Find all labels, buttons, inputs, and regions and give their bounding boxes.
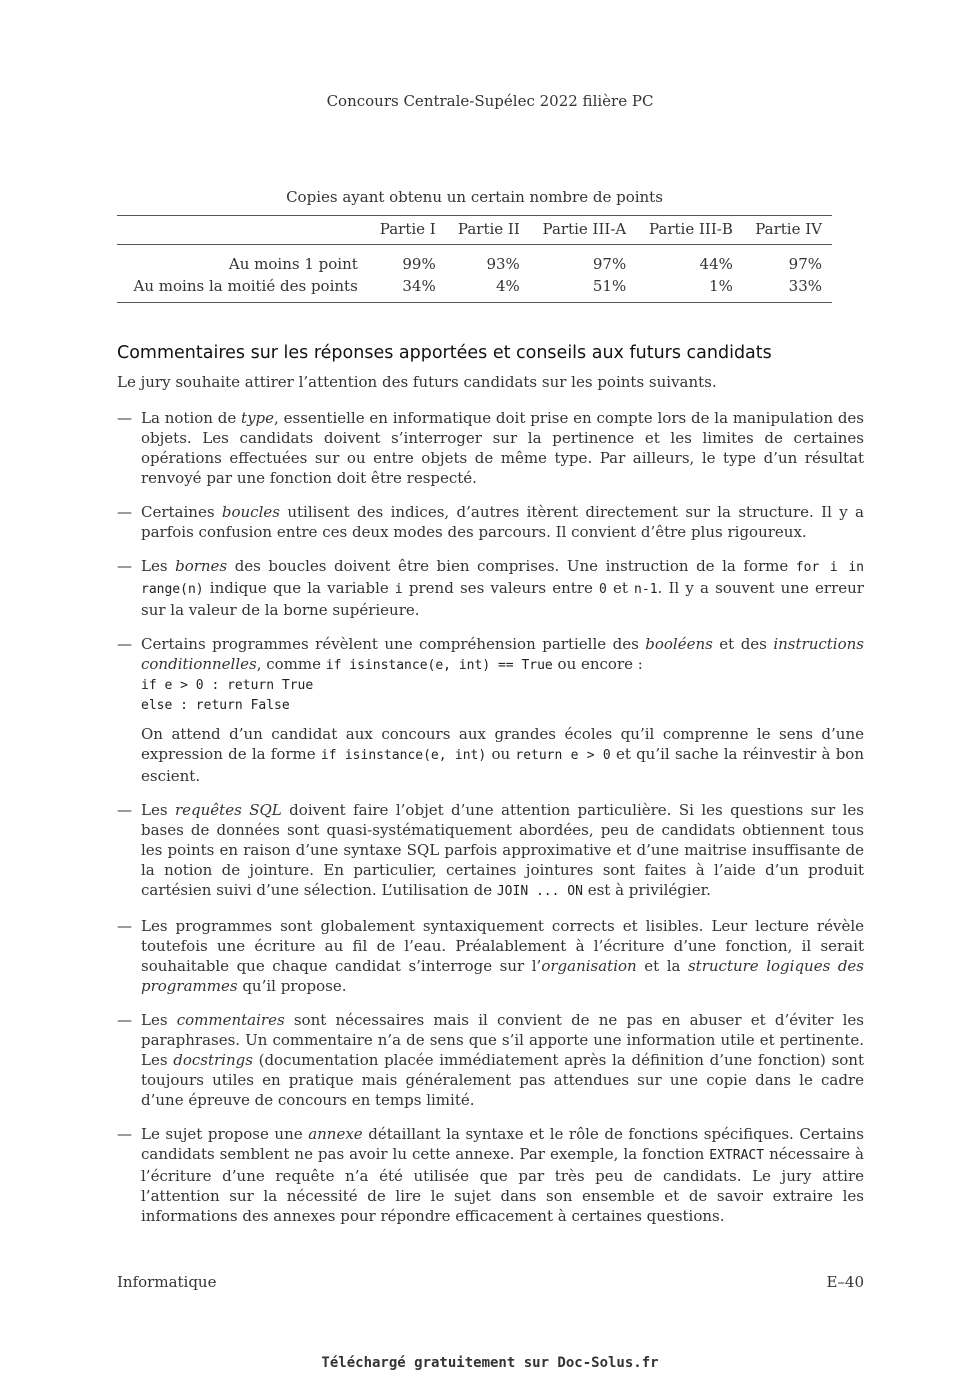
emphasis: instructions conditionnelles xyxy=(141,635,864,673)
emphasis: booléens xyxy=(645,635,713,653)
table-cell: 44% xyxy=(699,255,733,273)
emphasis: type xyxy=(241,409,275,427)
results-table xyxy=(117,215,832,303)
text-run: prend ses valeurs entre xyxy=(402,579,599,597)
table-cell: 99% xyxy=(402,255,436,273)
inline-code: JOIN ... ON xyxy=(496,884,583,899)
column-header: Partie III-A xyxy=(542,220,627,238)
download-watermark: Téléchargé gratuitement sur Doc-Solus.fr xyxy=(321,1355,659,1371)
text-run: Le sujet propose une xyxy=(141,1125,309,1143)
text-run: sont nécessaires mais il convient de ne pas en abuser et d’éviter les paraphrases. Un commentaire n’a de sens que s’il apporte une information utile et pertinente. Les xyxy=(141,1011,865,1069)
list-item xyxy=(117,556,864,620)
text-run: doivent faire l’objet d’une attention particulière. Si les questions sur les bases de données sont quasi-systématiquement abordées, peu de candidats obtiennent tous les points en raison d’une syntaxe SQL parfois approximative et d’une maitrise insuffisante de la notion de jointure. En particulier, certaines jointures sont faites à l’aide d’un produit cartésien suivi d’une sélection. L’utilisation de xyxy=(141,801,865,899)
text-run: et qu’il sache la réinvestir à bon escient. xyxy=(141,745,864,785)
list-item xyxy=(117,634,864,786)
text-run: des boucles doivent être bien comprises. Une instruction de la forme xyxy=(227,557,796,575)
dash-bullet: — xyxy=(117,635,132,653)
column-header: Partie IV xyxy=(755,220,822,238)
inline-code: if isinstance(e, int) == True xyxy=(325,658,553,673)
list-item xyxy=(117,408,864,488)
list-item xyxy=(117,916,864,996)
emphasis: organisation xyxy=(541,957,637,975)
text-run: utilisent des indices, d’autres itèrent directement sur la structure. Il y a parfois confusion entre ces deux modes des parcours. Il convient d’être plus rigoureux. xyxy=(141,503,864,541)
table-cell: 33% xyxy=(788,277,822,295)
dash-bullet: — xyxy=(117,917,132,935)
section-intro: Le jury souhaite attirer l’attention des futurs candidats sur les points suivants. xyxy=(117,373,717,391)
text-run: Certaines xyxy=(141,503,222,521)
table-cell: 97% xyxy=(592,255,627,273)
text-run: On attend d’un candidat aux concours aux grandes écoles qu’il comprenne le sens d’une expression de la forme xyxy=(141,725,864,763)
inline-code: return e > 0 xyxy=(515,748,611,763)
text-run: Les programmes sont globalement syntaxiquement corrects et lisibles. Leur lecture révèle toutefois une écriture au fil de l’eau. Préalablement à l’écriture d’une fonction, il serait souhaitable que chaque candidat s’interroge sur l’ xyxy=(141,917,864,975)
text-run: et la xyxy=(636,957,688,975)
follow-up-paragraph xyxy=(141,724,864,786)
table-corner-cell xyxy=(117,216,368,245)
list-item xyxy=(117,502,864,542)
column-header: Partie I xyxy=(379,220,436,238)
inline-code: EXTRACT xyxy=(709,1148,765,1163)
running-header: Concours Centrale-Supélec 2022 filière PC xyxy=(326,92,654,110)
table-cell: 4% xyxy=(495,277,520,295)
inline-code: if isinstance(e, int) xyxy=(320,748,487,763)
text-run: Les xyxy=(141,557,176,575)
text-run: Les xyxy=(141,801,175,819)
text-run: et xyxy=(606,579,635,597)
dash-bullet: — xyxy=(117,409,132,427)
emphasis: structure logiques des programmes xyxy=(141,957,865,995)
text-run: , essentielle en informatique doit prise en compte lors de la manipulation des objets. Les candidats doivent s’interroger sur la pertinence et les limites de certaines opérations effectuées sur ou entre objets de même type. Par ailleurs, le type d’un résultat renvoyé par une fonction doit être respecté. xyxy=(141,409,864,487)
column-header: Partie III-B xyxy=(649,220,733,238)
section-title: Commentaires sur les réponses apportées et conseils aux futurs candidats xyxy=(117,343,772,363)
text-run: nécessaire à l’écriture d’une requête n’a été utilisée que par très peu de candidats. Le jury attire l’attention sur la nécessité de lire le sujet dans son ensemble et de savoir extraire les informations des annexes pour répondre efficacement à certaines questions. xyxy=(141,1145,864,1225)
dash-bullet: — xyxy=(117,1125,132,1143)
text-run: , comme xyxy=(256,655,326,673)
code-line: if e > 0 : return True xyxy=(141,678,314,693)
text-run: ou xyxy=(486,745,516,763)
emphasis: requêtes SQL xyxy=(174,801,282,819)
results-table-block xyxy=(117,188,832,303)
emphasis: bornes xyxy=(175,557,228,575)
text-run: (documentation placée immédiatement après la définition d’une fonction) sont toujours utiles en pratique mais généralement pas attendues sur une copie dans le cadre d’une épreuve de concours en temps limité. xyxy=(141,1051,864,1109)
inline-code: i xyxy=(394,582,403,597)
text-run: et des xyxy=(712,635,774,653)
row-label: Au moins 1 point xyxy=(228,255,358,273)
text-run: . Il y a souvent une erreur sur la valeur de la borne supérieure. xyxy=(141,579,864,619)
text-run: Les xyxy=(141,1011,177,1029)
inline-code: for i in range(n) xyxy=(141,560,864,597)
dash-bullet: — xyxy=(117,801,132,819)
dash-bullet: — xyxy=(117,557,132,575)
text-run: Certains programmes révèlent une compréhension partielle des xyxy=(141,635,646,653)
table-header-row xyxy=(117,216,832,245)
text-run: qu’il propose. xyxy=(237,977,347,995)
footer-subject: Informatique xyxy=(117,1273,217,1291)
table-cell: 1% xyxy=(709,277,733,295)
table-row xyxy=(117,245,832,276)
dash-bullet: — xyxy=(117,1011,132,1029)
text-run: détaillant la syntaxe et le rôle de fonctions spécifiques. Certains candidats semblent ne pas avoir lu cette annexe. Par exemple, la fonction xyxy=(141,1125,864,1163)
table-cell: 97% xyxy=(788,255,822,273)
inline-code: n-1 xyxy=(634,582,658,597)
code-line: else : return False xyxy=(141,698,290,713)
table-cell: 51% xyxy=(592,277,627,295)
advice-list xyxy=(117,408,864,1240)
list-item xyxy=(117,1010,864,1110)
dash-bullet: — xyxy=(117,503,132,521)
inline-code: 0 xyxy=(598,582,607,597)
text-run: La notion de xyxy=(141,409,242,427)
list-item xyxy=(117,1124,864,1226)
text-run: ou encore : xyxy=(552,655,643,673)
column-header: Partie II xyxy=(457,220,520,238)
list-item xyxy=(117,800,864,902)
table-row xyxy=(117,275,832,303)
emphasis: annexe xyxy=(308,1125,363,1143)
table-cell: 34% xyxy=(402,277,436,295)
emphasis: commentaires xyxy=(176,1011,285,1029)
footer-page-number: E–40 xyxy=(826,1273,864,1291)
emphasis: docstrings xyxy=(173,1051,253,1069)
table-cell: 93% xyxy=(486,255,520,273)
text-run: est à privilégier. xyxy=(582,881,711,899)
table-caption: Copies ayant obtenu un certain nombre de points xyxy=(286,188,663,206)
text-run: indique que la variable xyxy=(203,579,395,597)
emphasis: boucles xyxy=(221,503,280,521)
row-label: Au moins la moitié des points xyxy=(133,277,358,295)
